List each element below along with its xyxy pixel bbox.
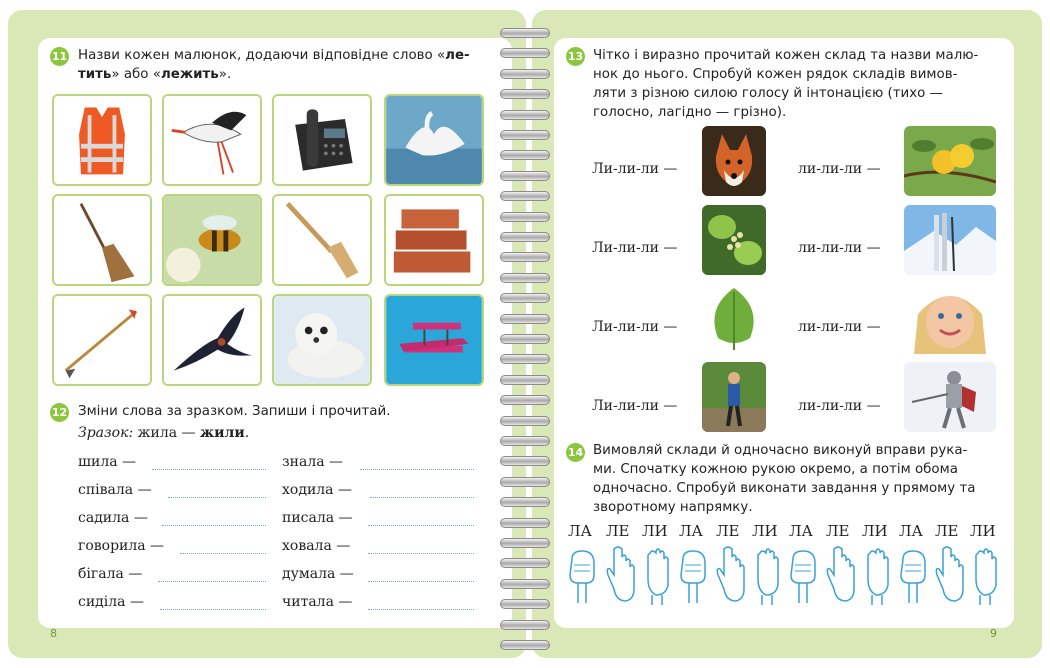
spiral-ring xyxy=(500,436,550,446)
answer-line[interactable] xyxy=(360,469,474,470)
spiral-ring xyxy=(500,191,550,201)
swallow-picture xyxy=(162,294,262,386)
spiral-ring xyxy=(500,48,550,58)
task-13-number: 13 xyxy=(566,47,585,66)
hand-gesture-icon xyxy=(822,545,858,607)
syllable-label-right-1: ли-ли-ли — xyxy=(798,161,881,177)
task-11-bold-b: тить xyxy=(78,67,112,82)
syllable-label-left-3: Ли-ли-ли — xyxy=(592,319,678,335)
word-left: співала — xyxy=(78,482,152,498)
task-11-instruction xyxy=(78,46,488,84)
word-right: знала — xyxy=(282,454,344,470)
lemon-picture xyxy=(904,126,996,196)
task-11-text-b: » або « xyxy=(111,67,161,82)
fox-picture xyxy=(702,126,766,196)
linden-picture xyxy=(702,205,766,275)
spiral-ring xyxy=(500,28,550,38)
word-right: думала — xyxy=(282,566,354,582)
bee-picture xyxy=(162,194,262,286)
man-walking-picture xyxy=(702,362,766,432)
answer-line[interactable] xyxy=(180,553,266,554)
spiral-ring xyxy=(500,334,550,344)
task-13-line-1: Чітко і виразно прочитай кожен склад та назви малю- xyxy=(593,48,979,63)
spiral-ring xyxy=(500,273,550,283)
task-14-line-4: зворотному напрямку. xyxy=(593,500,753,515)
task-13-line-4: голосно, лагідно — грізно). xyxy=(593,105,787,120)
hand-gesture-icon xyxy=(712,545,748,607)
syllable-label-right-4: ли-ли-ли — xyxy=(798,398,881,414)
syllable: ЛИ xyxy=(752,522,778,540)
vest-picture xyxy=(52,94,152,186)
word-right: читала — xyxy=(282,594,353,610)
stork-picture xyxy=(162,94,262,186)
task-11-bold-a: ле- xyxy=(445,48,470,63)
hand-gesture-icon xyxy=(748,545,784,607)
spiral-ring xyxy=(500,212,550,222)
spiral-ring xyxy=(500,416,550,426)
task-11-text-c: ». xyxy=(218,67,232,82)
bricks-picture xyxy=(384,194,484,286)
task-14-line-3: одночасно. Спробуй виконати завдання у прямому та xyxy=(593,481,976,496)
leaf-picture xyxy=(702,284,766,354)
spiral-ring xyxy=(500,232,550,242)
task-11-number: 11 xyxy=(50,47,69,66)
spiral-ring xyxy=(500,171,550,181)
spiral-binding xyxy=(500,16,550,656)
hand-gesture-icon xyxy=(931,545,967,607)
spiral-ring xyxy=(500,395,550,405)
syllable-label-right-3: ли-ли-ли — xyxy=(798,319,881,335)
answer-line[interactable] xyxy=(152,469,266,470)
syllable-label-right-2: ли-ли-ли — xyxy=(798,240,881,256)
oar-picture xyxy=(272,194,372,286)
task-14-line-1: Вимовляй склади й одночасно виконуй вправи рука- xyxy=(593,443,968,458)
syllable-label-left-2: Ли-ли-ли — xyxy=(592,240,678,256)
word-left: садила — xyxy=(78,510,148,526)
hand-gesture-icon xyxy=(785,545,821,607)
word-left: сиділа — xyxy=(78,594,144,610)
spiral-ring xyxy=(500,640,550,650)
answer-line[interactable] xyxy=(370,497,474,498)
syllable: ЛЕ xyxy=(935,522,959,540)
spiral-ring xyxy=(500,579,550,589)
hand-gesture-icon xyxy=(638,545,674,607)
hand-gesture-icon xyxy=(895,545,931,607)
spiral-ring xyxy=(500,293,550,303)
sample-text: жила — xyxy=(133,425,200,441)
swan-picture xyxy=(384,94,484,186)
word-left: говорила — xyxy=(78,538,165,554)
syllable: ЛЕ xyxy=(716,522,740,540)
task-11-bold-c: лежить xyxy=(160,67,219,82)
girl-picture xyxy=(904,284,996,354)
right-page-number: 9 xyxy=(990,627,997,640)
spiral-ring xyxy=(500,599,550,609)
seal-picture xyxy=(272,294,372,386)
syllable: ЛА xyxy=(568,522,592,540)
word-left: шила — xyxy=(78,454,137,470)
hand-gesture-icon xyxy=(858,545,894,607)
task-14-instruction xyxy=(593,441,1003,517)
airplane-picture xyxy=(384,294,484,386)
answer-line[interactable] xyxy=(160,609,266,610)
spiral-ring xyxy=(500,497,550,507)
answer-line[interactable] xyxy=(168,497,266,498)
spiral-ring xyxy=(500,558,550,568)
broom-picture xyxy=(52,194,152,286)
task-12-instruction: Зміни слова за зразком. Запиши і прочитай. xyxy=(78,404,391,419)
spiral-ring xyxy=(500,620,550,630)
syllable: ЛА xyxy=(899,522,923,540)
hand-gesture-icon xyxy=(602,545,638,607)
syllable-label-left-1: Ли-ли-ли — xyxy=(592,161,678,177)
spiral-ring xyxy=(500,252,550,262)
answer-line[interactable] xyxy=(368,553,474,554)
answer-line[interactable] xyxy=(368,525,474,526)
sample-end: . xyxy=(244,425,250,441)
word-left: бігала — xyxy=(78,566,143,582)
word-right: ходила — xyxy=(282,482,352,498)
task-14-line-2: ми. Спочатку кожною рукою окремо, а потім обома xyxy=(593,462,958,477)
spiral-ring xyxy=(500,89,550,99)
knight-picture xyxy=(904,362,996,432)
syllable-label-left-4: Ли-ли-ли — xyxy=(592,398,678,414)
answer-line[interactable] xyxy=(368,581,474,582)
hand-gesture-icon xyxy=(675,545,711,607)
answer-line[interactable] xyxy=(368,609,474,610)
task-13-line-3: ляти з різною силою голосу й інтонацією (тихо — xyxy=(593,86,944,101)
hand-gesture-icon xyxy=(564,545,600,607)
sample-bold: жили xyxy=(200,425,245,441)
spiral-ring xyxy=(500,456,550,466)
spiral-ring xyxy=(500,150,550,160)
spiral-ring xyxy=(500,69,550,79)
task-13-line-2: нок до нього. Спробуй кожен рядок складів вимов- xyxy=(593,67,958,82)
syllable: ЛИ xyxy=(642,522,668,540)
task-11-text-a: Назви кожен малюнок, додаючи відповідне слово « xyxy=(78,48,446,63)
syllable: ЛЕ xyxy=(606,522,630,540)
left-page-number: 8 xyxy=(50,627,57,640)
hand-gesture-icon xyxy=(966,545,1002,607)
syllable: ЛИ xyxy=(862,522,888,540)
syllable: ЛЕ xyxy=(826,522,850,540)
syllable: ЛА xyxy=(679,522,703,540)
task-14-number: 14 xyxy=(566,443,585,462)
spiral-ring xyxy=(500,314,550,324)
spiral-ring xyxy=(500,375,550,385)
sample-label: Зразок: xyxy=(78,425,134,441)
spiral-ring xyxy=(500,518,550,528)
telephone-picture xyxy=(272,94,372,186)
task-13-instruction xyxy=(593,46,1003,122)
syllable: ЛИ xyxy=(970,522,996,540)
task-12-number: 12 xyxy=(50,403,69,422)
arrow-picture xyxy=(52,294,152,386)
spiral-ring xyxy=(500,477,550,487)
syllable: ЛА xyxy=(789,522,813,540)
skis-picture xyxy=(904,205,996,275)
answer-line[interactable] xyxy=(158,581,266,582)
answer-line[interactable] xyxy=(162,525,266,526)
spiral-ring xyxy=(500,538,550,548)
word-right: писала — xyxy=(282,510,353,526)
word-right: ховала — xyxy=(282,538,351,554)
task-12-sample xyxy=(78,425,249,441)
spiral-ring xyxy=(500,110,550,120)
spiral-ring xyxy=(500,130,550,140)
spiral-ring xyxy=(500,354,550,364)
